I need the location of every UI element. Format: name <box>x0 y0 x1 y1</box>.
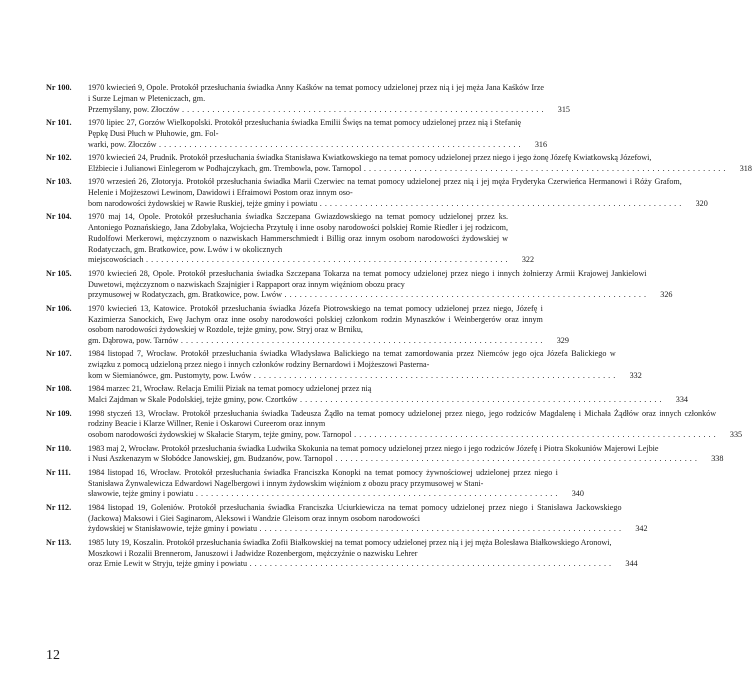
entry-number: Nr 102. <box>46 152 72 162</box>
toc-entry <box>46 117 548 150</box>
entry-text-last-line: bom narodowości żydowskiej w Rawie Ruskiej, tejże gminy i powiatu . . . <box>88 199 682 210</box>
entry-number: Nr 101. <box>46 117 72 127</box>
entry-number: Nr 111. <box>46 467 71 477</box>
entry-text-last-line: osobom narodowości żydowskiej w Skałacie Starym, tejże gminy, pow. Tarnopol . . . <box>88 430 716 441</box>
entry-description <box>88 269 672 301</box>
entry-page-number: 342 <box>635 524 648 534</box>
entry-text-last-line: sławowie, tejże gminy i powiatu . . . <box>88 489 558 500</box>
entry-page-number: 338 <box>711 454 724 464</box>
entry-page-number: 316 <box>534 139 548 149</box>
entry-number: Nr 113. <box>46 537 72 547</box>
page-number: 12 <box>46 648 60 663</box>
toc-entry <box>46 349 642 381</box>
entry-number: Nr 109. <box>46 408 72 418</box>
entry-description <box>88 349 642 381</box>
entry-text: 1985 luty 19, Koszalin. Protokół przesłuchania świadka Zofii Białkowskiej na temat pomocy udzielonej przez nią i jej męża Bolesława Białkowskiego Aronowi, Moszkowi i Rozalii Brennerom, Januszowi i Jadwidze Rozenbergom, mężczyźnie o nazwisku Lehrer <box>88 537 612 558</box>
entry-text-last-line: warki, pow. Złoczów . . . <box>88 140 521 151</box>
toc-entry <box>46 212 535 266</box>
entry-page-number: 344 <box>625 559 638 569</box>
entry-page-number: 322 <box>521 255 535 265</box>
entry-text: 1970 lipiec 27, Gorzów Wielkopolski. Protokół przesłuchania świadka Emilii Święs na temat pomocy udzielonej przez nią i Stefanię Pępkę Dusi Płuch w Płuhowie, gm. Fol- <box>88 117 522 138</box>
entry-page-number: 326 <box>660 290 673 300</box>
entry-text: 1984 listopad 7, Wrocław. Protokół przesłuchania świadka Władysława Balickiego na temat zamordowania przez Niemców jego ojca Józefa Balickiego w związku z pomocą udzieloną przez niego i innych członków rodziny Bernardowi i Mojżeszowi Pasterna- <box>88 349 616 370</box>
entry-text-last-line: Przemyślany, pow. Złoczów . . . <box>88 105 544 116</box>
entry-page-number: 315 <box>557 104 570 114</box>
entry-text: 1970 kwiecień 28, Opole. Protokół przesłuchania świadka Szczepana Tokarza na temat pomocy udzielonej przez niego i innych żołnierzy Armii Krajowej Jankielowi Duwetowi, mężczyznom o nazwiskach Szajnigier i Rappaport oraz innym więźniom obozu pracy <box>88 268 647 289</box>
toc-entry <box>46 268 673 301</box>
entry-text-last-line: Elżbiecie i Julianowi Einlegerom w Podhajczykach, gm. Trembowla, pow. Tarnopol . . . <box>88 164 726 175</box>
entry-description <box>88 153 752 175</box>
entry-description <box>88 384 688 406</box>
entry-text-last-line: kom w Siemianówce, gm. Pustomyty, pow. Lwów . . . <box>88 371 616 382</box>
toc-entry <box>46 152 752 175</box>
entry-description <box>88 503 648 535</box>
entry-description <box>88 177 708 209</box>
entry-text: 1984 listopad 19, Goleniów. Protokół przesłuchania świadka Franciszka Uciurkiewicza na temat pomocy udzielonej przez niego i Stanisława Jackowskiego (Jackowa) Maksowi i Giei Saginarom, Aleksowi i Wandzie Gleisom oraz innym osobom narodowości <box>88 502 622 523</box>
entry-text: 1970 kwiecień 24, Prudnik. Protokół przesłuchania świadka Stanisława Kwiatkowskiego na temat pomocy udzielonej przez niego i jego żonę Józefę Kwiatkowską Józefowi, <box>88 152 652 162</box>
entry-text-last-line: oraz Ernie Lewit w Stryju, tejże gminy i powiatu . . . <box>88 559 612 570</box>
entry-description <box>88 118 547 150</box>
entry-number: Nr 106. <box>46 303 72 313</box>
toc-entry <box>46 408 743 441</box>
toc-entry <box>46 467 584 500</box>
entry-text: 1970 kwiecień 13, Katowice. Protokół przesłuchania świadka Józefa Piotrowskiego na temat pomocy udzielonej przez niego, Józefę i Kazimierza Sanockich, Ewę Jachym oraz inne osoby narodowości polskiej członkom rodzin Mynaszków i Weinbergerów oraz innym osobom narodowości żydowskiej w Rozdole, tejże gminy, pow. Stryj oraz w Brniku, <box>88 303 543 335</box>
toc-entry <box>46 443 724 466</box>
toc-entry <box>46 502 648 535</box>
entry-text: 1970 wrzesień 26, Złotoryja. Protokół przesłuchania świadka Marii Czerwiec na temat pomocy udzielonej przez nią i jej męża Fryderyka Czerwieńca Hermanowi i Róży Grafom, Helenie i Mojżeszowi Lewinom, Dawidowi i Efraimowi Postom oraz innym oso- <box>88 177 682 197</box>
entry-description <box>88 538 638 570</box>
toc-entry <box>46 177 708 209</box>
entry-number: Nr 104. <box>46 212 72 222</box>
entry-text-last-line: przymusowej w Rodatyczach, gm. Bratkowice, pow. Lwów . . . <box>88 290 646 301</box>
entry-text-last-line: i Nusi Aszkenazym w Słobódce Janowskiej, gm. Budzanów, pow. Tarnopol . . . <box>88 454 697 465</box>
toc-entry <box>46 537 638 570</box>
entry-text: 1970 kwiecień 9, Opole. Protokół przesłuchania świadka Anny Kaśków na temat pomocy udzielonej przez nią i jej męża Jana Kaśków Irze i Surze Lejman w Pleteniczach, gm. <box>88 83 544 103</box>
entry-page-number: 340 <box>571 489 584 499</box>
entry-number: Nr 103. <box>46 177 72 187</box>
entry-description <box>88 409 742 441</box>
entry-number: Nr 112. <box>46 502 72 512</box>
entry-description <box>88 304 569 347</box>
entry-text-last-line: Malci Zajdman w Skale Podolskiej, tejże gminy, pow. Czortków . . . <box>88 395 662 406</box>
entry-text: 1983 maj 2, Wrocław. Protokół przesłuchania świadka Ludwika Skokunia na temat pomocy udzielonej przez niego i jego rodziców Józefę i Piotra Skokuniów Majerowi Lejbie <box>88 443 659 453</box>
entry-text-last-line: miejscowościach . . . <box>88 255 508 266</box>
entry-description <box>88 212 534 266</box>
entry-text: 1984 marzec 21, Wrocław. Relacja Emilii Piziak na temat pomocy udzielonej przez nią <box>88 384 372 394</box>
entry-page-number: 320 <box>695 198 708 208</box>
entry-page-number: 329 <box>556 336 569 346</box>
entry-number: Nr 105. <box>46 268 72 278</box>
entry-text: 1984 listopad 16, Wrocław. Protokół przesłuchania świadka Franciszka Konopki na temat pomocy żywnościowej udzielonej przez niego i Stanisława Żynwalewicza Edwardowi Nagelbergowi i innym żydowskim więźniom z obozu pracy przymusowej w Stani- <box>88 467 558 488</box>
toc-entry <box>46 384 688 406</box>
entry-page-number: 332 <box>629 371 642 381</box>
table-of-contents <box>46 83 752 570</box>
toc-entry <box>46 303 569 347</box>
entry-text-last-line: gm. Dąbrowa, pow. Tarnów . . . <box>88 336 543 347</box>
entry-number: Nr 110. <box>46 443 72 453</box>
entry-number: Nr 100. <box>46 83 72 92</box>
entry-page-number: 334 <box>675 395 688 405</box>
entry-text: 1998 styczeń 13, Wrocław. Protokół przesłuchania świadka Tadeusza Żądło na temat pomocy udzielonej przez niego, jego rodziców Magdalenę i Michała Żądłów oraz innych członków rodziny Beacie i Klarze Willner, Renie i Oskarowi Cureerom oraz innym <box>88 408 717 429</box>
entry-number: Nr 108. <box>46 384 72 394</box>
entry-page-number: 335 <box>729 430 743 440</box>
entry-page-number: 318 <box>739 163 752 173</box>
entry-text-last-line: żydowskiej w Stanisławowie, tejże gminy i powiatu . . . <box>88 524 622 535</box>
entry-description <box>88 83 570 115</box>
toc-entry <box>46 83 570 115</box>
entry-number: Nr 107. <box>46 349 72 359</box>
entry-text: 1970 maj 14, Opole. Protokół przesłuchania świadka Szczepana Gwiazdowskiego na temat pomocy udzielonej przez ks. Antoniego Poznańskiego, Jana Zdobylaka, Wojciecha Przytułę i inne osoby narodowości polskiej Romie Riedler i jej rodzicom, Rudolfowi Merkerowi, mężczyznom o nazwiskach Hammerschmiedt i Billig oraz innym osobom narodowości żydowskiej w Rodatyczach, gm. Bratkowice, pow. Lwów i w okolicznych <box>88 212 509 254</box>
entry-description <box>88 444 723 466</box>
entry-description <box>88 468 584 500</box>
